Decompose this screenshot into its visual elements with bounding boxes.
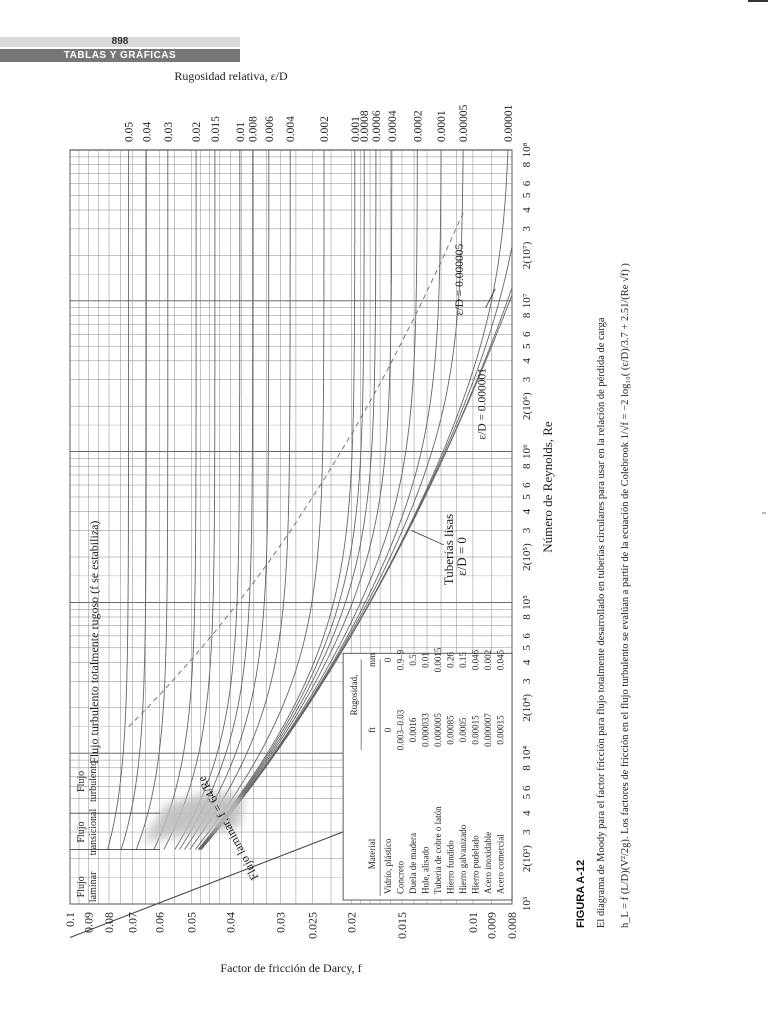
y-tick-label: 0.05: [184, 912, 199, 933]
y-tick-label: 0.09: [81, 912, 96, 933]
y-tick-label: 0.04: [223, 912, 238, 933]
table-cell-material: Concreto: [395, 861, 406, 894]
x-tick-label: 3: [521, 376, 533, 383]
region-trans-1: Flujo: [76, 821, 87, 843]
x-tick-label: 6: [521, 633, 533, 639]
table-cell-material: Acero comercial: [495, 834, 506, 894]
table-cell-material: Hierro fundido: [445, 840, 456, 894]
x-tick-label: 8: [521, 463, 533, 469]
x-tick-label: 4: [521, 659, 533, 666]
table-cell-ft: 0.00085: [445, 715, 456, 745]
x-tick-label: 5 6: [521, 785, 533, 800]
colebrook-equation: 1/√f = −2 log₁₀( (ε/D)/3.7 + 2.51/(Re √f) ): [620, 263, 631, 440]
roughness-label: 0.004: [285, 116, 298, 142]
x-tick-label: 2(10⁵): [521, 543, 533, 571]
x-tick-label: 3: [521, 829, 533, 835]
y-tick-label: 0.02: [344, 912, 359, 933]
roughness-label: 0.015: [209, 116, 222, 142]
x-tick-label: 2(10⁴): [521, 693, 533, 722]
table-cell-ft: 0.000033: [420, 713, 431, 747]
y-axis-title: Factor de fricción de Darcy, f: [220, 961, 362, 975]
region-laminar-1: Flujo: [76, 876, 87, 898]
table-cell-ft: 0.0016: [408, 717, 419, 743]
table-cell-mm: 0.15: [458, 652, 469, 668]
roughness-label: 0.006: [263, 116, 276, 142]
region-laminar-2: laminar: [88, 871, 99, 903]
y-tick-label: 0.009: [484, 912, 499, 939]
table-header-group: Rugosidad,: [349, 674, 360, 716]
x-tick-label: 6: [521, 180, 533, 187]
table-cell-mm: 0.5: [408, 654, 419, 666]
y-tick-label: 0.03: [273, 912, 288, 933]
section-title: TABLAS Y GRÁFICAS: [0, 49, 240, 62]
x-tick-label: 8: [521, 765, 533, 771]
x-tick-label: 10⁵: [521, 594, 533, 610]
roughness-label: 0.0004: [386, 110, 399, 142]
page-number: 898: [0, 37, 240, 47]
table-cell-material: Hule, alisado: [420, 846, 431, 894]
table-cell-ft: 0: [383, 727, 394, 733]
smooth-label-2: ε/D = 0: [454, 537, 470, 576]
table-cell-mm: 0.002: [483, 649, 494, 671]
x-tick-label: 5: [521, 494, 533, 500]
table-cell-material: Hierro galvanizado: [458, 824, 469, 894]
table-col-material: Material: [367, 838, 378, 870]
table-cell-mm: 0.046: [470, 649, 481, 671]
x-tick-label: 2(10⁷): [521, 241, 533, 270]
roughness-label: 0.001: [349, 116, 362, 142]
e-000005-label: ε/D = 0.000005: [453, 243, 466, 316]
x-tick-label: 4: [521, 207, 533, 213]
x-tick-label: 5: [521, 645, 533, 651]
y-tick-label: 0.08: [102, 912, 117, 933]
roughness-label: 0.02: [191, 121, 204, 142]
table-cell-ft: 0.0005: [458, 717, 469, 743]
roughness-label: 0.008: [247, 116, 260, 142]
x-tick-label: 8: [521, 614, 533, 620]
table-cell-mm: 0.045: [495, 649, 506, 671]
caption-line-1: El diagrama de Moody para el factor fricción para flujo totalmente desarrollado en tuberías circulares para usar en la relación de pérdida de carga: [596, 317, 607, 928]
x-axis-title: Número de Reynolds, Re: [540, 421, 555, 553]
region-turb-2: turbulento: [88, 760, 99, 802]
x-tick-label: 10⁸: [521, 142, 533, 158]
table-cell-mm: 0.9–9: [395, 649, 406, 671]
table-cell-ft: 0.000005: [433, 713, 444, 747]
roughness-label: 0.05: [123, 121, 136, 142]
table-cell-mm: 0: [383, 657, 394, 663]
table-cell-ft: 0.003–0.03: [395, 709, 406, 751]
x-tick-label: 10³: [521, 896, 533, 912]
x-tick-label: 5: [521, 343, 533, 349]
x-tick-label: 3: [521, 226, 533, 232]
table-cell-ft: 0.00015: [470, 715, 481, 745]
region-turb-1: Flujo: [76, 770, 87, 792]
y-tick-label: 0.008: [505, 912, 519, 939]
x-tick-label: 3: [521, 527, 533, 534]
table-cell-mm: 0.01: [420, 652, 431, 668]
roughness-label: 0.0002: [412, 110, 425, 142]
roughness-label: 0.04: [141, 121, 154, 142]
table-cell-ft: 0.000007: [483, 713, 494, 747]
y-tick-label: 0.07: [125, 912, 140, 933]
e-000001-label: ε/D = 0.000001: [476, 367, 489, 440]
roughness-label: 0.0006: [370, 110, 383, 142]
caption-line-2: [620, 263, 631, 928]
y-tick-label: 0.01: [465, 912, 480, 933]
smooth-label-1: Tuberías lisas: [441, 513, 457, 586]
x-tick-label: 4: [521, 508, 533, 515]
roughness-label: 0.00001: [502, 104, 515, 142]
y-tick-label: 0.06: [152, 912, 167, 933]
y-tick-label: 0.025: [305, 912, 320, 939]
roughness-label: 0.0008: [359, 110, 372, 142]
y2-axis-title: Rugosidad relativa, ε/D: [174, 69, 288, 83]
x-tick-label: 8: [521, 161, 533, 168]
table-cell-mm: 0.0015: [433, 647, 444, 673]
x-tick-label: 10⁶: [521, 444, 533, 460]
roughness-label: 0.03: [162, 121, 175, 142]
x-tick-label: 10⁴: [521, 745, 533, 761]
table-cell-mm: 0.26: [445, 652, 456, 668]
caption-line-2-text: h_L = f (L/D)(V²/2g). Los factores de fricción en el flujo turbulento se evalúan a partir de la ecuación de Colebrook: [620, 442, 631, 928]
x-tick-label: 8: [521, 312, 533, 319]
x-tick-label: 4: [521, 810, 533, 816]
table-cell-material: Duela de madera: [408, 833, 419, 894]
roughness-label: 0.0001: [436, 110, 449, 142]
x-tick-label: 2(10⁶): [521, 392, 533, 421]
table-col-ft: ft: [367, 727, 378, 733]
table-cell-material: Hierro pudelado: [470, 835, 481, 894]
figure-label: FIGURA A-12: [575, 859, 587, 928]
y-tick-label: 0.015: [394, 912, 409, 939]
roughness-label: 0.002: [319, 116, 332, 142]
x-tick-label: 10⁷: [521, 293, 533, 309]
region-trans-2: transicional: [88, 808, 99, 856]
x-tick-label: 6: [521, 482, 533, 488]
table-cell-material: Vidrio, plástico: [383, 838, 394, 894]
table-cell-material: Acero inoxidable: [483, 831, 494, 894]
x-tick-label: 3: [521, 678, 533, 685]
y-tick-label: 0.1: [63, 912, 77, 927]
roughness-label: 0.01: [234, 121, 247, 142]
x-tick-label: 5: [521, 192, 533, 199]
x-tick-label: 6: [521, 331, 533, 338]
x-tick-label: 2(10³): [521, 845, 533, 873]
fully-rough-label: Flujo turbulento totalmente rugoso (f se estabiliza): [87, 520, 101, 764]
table-cell-ft: 0.00015: [495, 715, 506, 745]
table-cell-material: Tubería de cobre o latón: [433, 806, 444, 894]
x-tick-label: 4: [521, 358, 533, 364]
laminar-label: Flujo laminar, f = 64/Re: [194, 773, 262, 883]
roughness-label: 0.00005: [458, 104, 471, 142]
table-col-mm: mm: [367, 652, 378, 668]
